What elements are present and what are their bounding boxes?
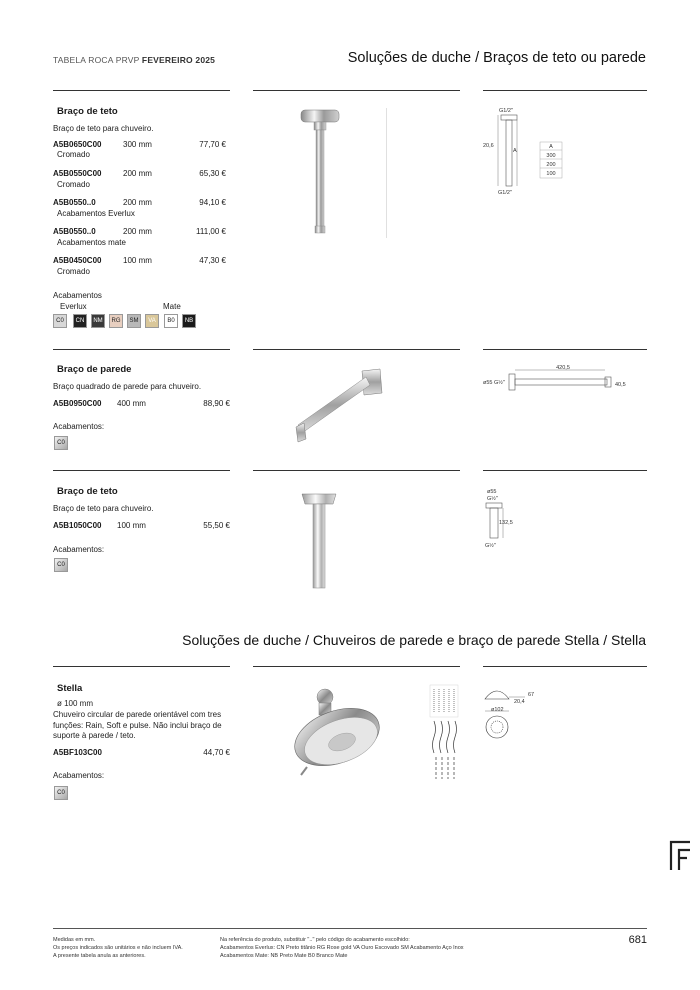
- finish-swatch-sm: SM: [127, 314, 141, 328]
- swatch-code: C0: [57, 562, 65, 568]
- divider: [53, 349, 230, 350]
- wall-arm-image: [290, 365, 390, 445]
- finish-swatch: [54, 436, 68, 450]
- finishes-label: Acabamentos:: [53, 545, 105, 554]
- header-catalog-label: TABELA ROCA PRVP FEVEREIRO 2025: [53, 55, 216, 65]
- product-size: 100 mm: [117, 521, 146, 530]
- ceiling-arm-image: [295, 106, 345, 236]
- technical-drawing: [483, 683, 543, 743]
- footer-line: A presente tabela anula as anteriores.: [53, 953, 146, 959]
- drawing-label: ø55 G½": [483, 380, 505, 386]
- product-price: 88,90 €: [203, 399, 230, 408]
- section-title: Soluções de duche / Chuveiros de parede e braço de parede Stella / Stella: [182, 632, 646, 648]
- finish-swatch-cn: CN: [73, 314, 87, 328]
- product-price: 77,70 €: [199, 140, 226, 149]
- divider: [483, 349, 647, 350]
- divider: [483, 666, 647, 667]
- drawing-label: G1/2": [499, 108, 513, 114]
- product-price: 111,00 €: [196, 227, 226, 236]
- footer-line: Acabamentos Mate: NB Preto Mate B0 Branco Mate: [220, 953, 348, 959]
- product-size: 200 mm: [123, 169, 152, 178]
- product-price: 47,30 €: [199, 256, 226, 265]
- drawing-label: G½": [485, 543, 496, 549]
- product-code: A5B0550..0: [53, 198, 96, 207]
- shower-head-image: [285, 685, 390, 780]
- product-title: Braço de teto: [57, 106, 118, 117]
- drawing-label: 20,4: [514, 699, 525, 705]
- divider: [53, 470, 230, 471]
- swatch-code: C0: [57, 790, 65, 796]
- product-code: A5B0550..0: [53, 227, 96, 236]
- divider: [253, 349, 460, 350]
- page-title: Soluções de duche / Braços de teto ou parede: [347, 50, 646, 66]
- everlux-label: Everlux: [60, 302, 87, 311]
- drawing-label: 20,6: [483, 143, 494, 149]
- footer-line: Acabamentos Everlux: CN Preto titânio RG Rose gold VA Ouro Escovado SM Acabamento Aço Inox: [220, 945, 464, 951]
- finishes-label: Acabamentos:: [53, 422, 105, 431]
- technical-drawing: [483, 485, 553, 555]
- drawing-label: G½": [487, 496, 498, 502]
- product-price: 94,10 €: [199, 198, 226, 207]
- finish-swatch-c0: C0: [53, 314, 67, 328]
- product-size: 200 mm: [123, 227, 152, 236]
- finishes-label: Acabamentos:: [53, 771, 105, 780]
- product-description: Braço quadrado de parede para chuveiro.: [53, 382, 202, 391]
- finish-swatch-nm: NM: [91, 314, 105, 328]
- footer-line: Na referência do produto, substituir ".." pelo código do acabamento escolhido:: [220, 937, 410, 943]
- drawing-label: ø55: [487, 489, 497, 495]
- spray-functions-icons: [428, 683, 463, 783]
- divider: [253, 470, 460, 471]
- finishes-label: Acabamentos: [53, 291, 102, 300]
- product-description: Braço de teto para chuveiro.: [53, 504, 154, 513]
- footer-line: Os preços indicados são unitários e não incluem IVA.: [53, 945, 183, 951]
- product-finish: Cromado: [57, 180, 90, 189]
- product-price: 55,50 €: [203, 521, 230, 530]
- technical-drawing: [483, 100, 633, 200]
- product-finish: Acabamentos Everlux: [57, 209, 135, 218]
- divider: [253, 666, 460, 667]
- drawing-label: G1/2": [498, 190, 512, 196]
- finish-swatch: [54, 558, 68, 572]
- product-size: 300 mm: [123, 140, 152, 149]
- finish-swatch-b0: B0: [164, 314, 178, 328]
- product-code: A5BF103C00: [53, 748, 102, 757]
- drawing-table-cell: 100: [546, 171, 556, 177]
- drawing-table-cell: A: [549, 144, 553, 150]
- finish-swatch-rg: RG: [109, 314, 123, 328]
- product-finish: Cromado: [57, 267, 90, 276]
- product-finish: Cromado: [57, 150, 90, 159]
- product-description: Braço de teto para chuveiro.: [53, 124, 154, 133]
- product-code: A5B0450C00: [53, 256, 102, 265]
- divider: [53, 90, 230, 91]
- product-finish: Acabamentos mate: [57, 238, 126, 247]
- page-number: 681: [628, 934, 647, 946]
- ceiling-arm-square-image: [295, 488, 345, 593]
- footer-line: Medidas em mm.: [53, 937, 96, 943]
- product-price: 44,70 €: [203, 748, 230, 757]
- divider: [53, 666, 230, 667]
- product-title: Stella: [57, 683, 83, 694]
- product-size: 200 mm: [123, 198, 152, 207]
- divider: [483, 90, 647, 91]
- drawing-label: 40,5: [615, 382, 626, 388]
- product-size: 400 mm: [117, 399, 146, 408]
- drawing-table-cell: 300: [546, 153, 556, 159]
- drawing-label: 132,5: [499, 520, 513, 526]
- drawing-label: 67: [528, 692, 535, 698]
- swatch-code: C0: [57, 440, 65, 446]
- product-size: 100 mm: [123, 256, 152, 265]
- brand-tab-icon: [668, 838, 694, 872]
- product-diameter: ø 100 mm: [57, 699, 94, 708]
- footer-divider: [53, 928, 647, 929]
- product-code: A5B0950C00: [53, 399, 102, 408]
- product-price: 65,30 €: [199, 169, 226, 178]
- footer-finish-legend: [220, 936, 464, 960]
- product-code: A5B1050C00: [53, 521, 102, 530]
- mate-label: Mate: [163, 302, 181, 311]
- finish-swatch: [54, 786, 68, 800]
- drawing-table-cell: 200: [546, 162, 556, 168]
- product-description: Chuveiro circular de parede orientável com tres funções: Rain, Soft e pulse. Não inclui braço de suporte à parede / teto.: [53, 710, 222, 740]
- product-code: A5B0550C00: [53, 169, 102, 178]
- product-code: A5B0650C00: [53, 140, 102, 149]
- drawing-label: 420,5: [556, 365, 570, 371]
- finish-swatch-va: VA: [145, 314, 159, 328]
- technical-drawing: [483, 362, 633, 398]
- drawing-label: ø102: [491, 707, 504, 713]
- footer-notes: [53, 936, 183, 960]
- product-title: Braço de parede: [57, 364, 132, 375]
- product-title: Braço de teto: [57, 486, 118, 497]
- divider: [386, 108, 387, 238]
- drawing-label: A: [513, 148, 517, 154]
- finish-swatch-nb: NB: [182, 314, 196, 328]
- divider: [253, 90, 460, 91]
- divider: [483, 470, 647, 471]
